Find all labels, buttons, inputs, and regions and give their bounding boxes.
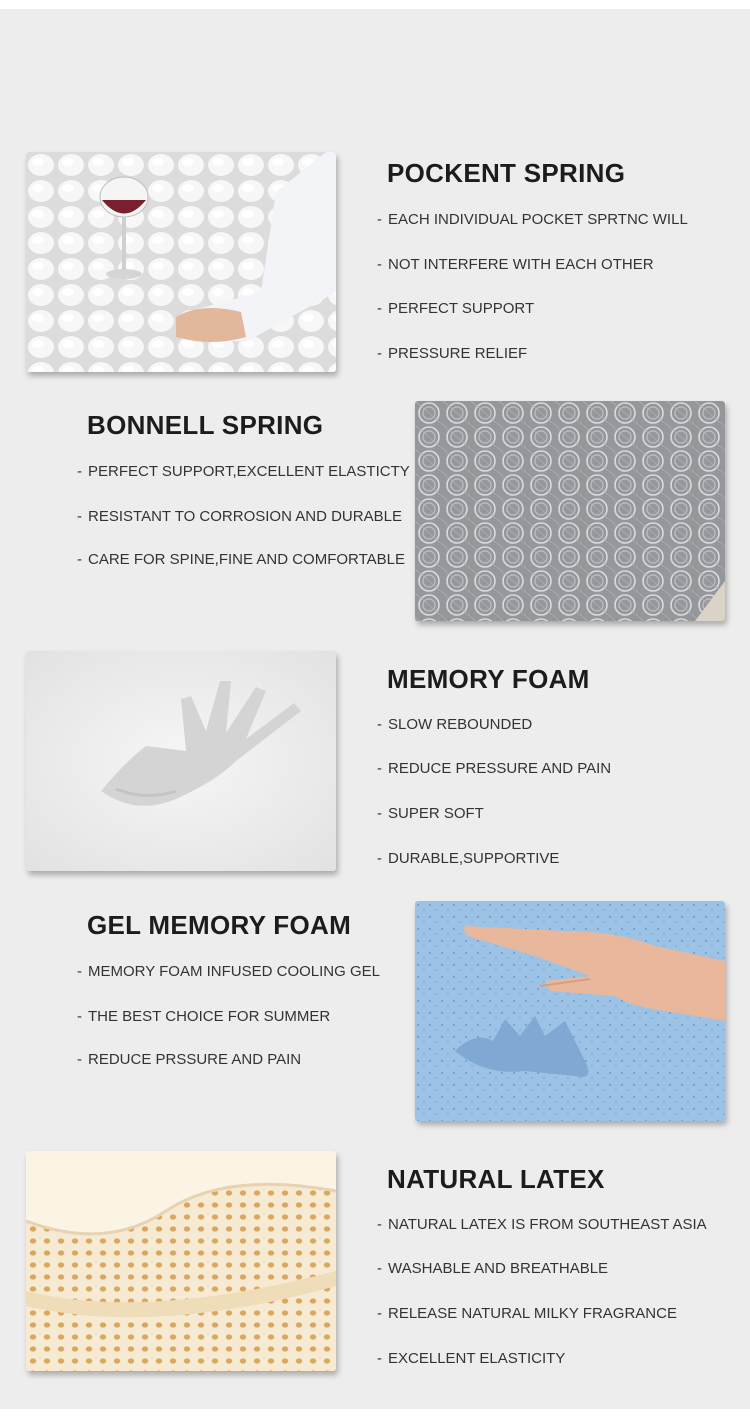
feature-text: SUPER SOFT	[388, 805, 484, 822]
feature-text: THE BEST CHOICE FOR SUMMER	[88, 1008, 331, 1025]
bullet-dash: -	[377, 300, 382, 317]
feature-text: PRESSURE RELIEF	[388, 345, 528, 362]
memory-foam-photo	[26, 651, 336, 871]
feature-item	[377, 211, 688, 228]
feature-text: REDUCE PRESSURE AND PAIN	[388, 760, 612, 777]
feature-item	[377, 1260, 608, 1277]
product-features-page	[0, 9, 750, 1409]
feature-text: PERFECT SUPPORT,EXCELLENT ELASTICTY	[88, 463, 410, 480]
bullet-dash: -	[77, 1008, 82, 1025]
section-title-natural-latex: NATURAL LATEX	[387, 1164, 605, 1194]
feature-text: CARE FOR SPINE,FINE AND COMFORTABLE	[88, 551, 405, 568]
bullet-dash: -	[377, 850, 382, 867]
bullet-dash: -	[377, 1260, 382, 1277]
feature-item	[377, 716, 532, 733]
feature-text: MEMORY FOAM INFUSED COOLING GEL	[88, 963, 380, 980]
feature-item	[377, 1216, 707, 1233]
feature-item	[377, 345, 527, 362]
bullet-dash: -	[377, 805, 382, 822]
feature-text: RESISTANT TO CORROSION AND DURABLE	[88, 508, 402, 525]
bullet-dash: -	[77, 463, 82, 480]
bullet-dash: -	[377, 211, 382, 228]
feature-text: NOT INTERFERE WITH EACH OTHER	[388, 256, 654, 273]
feature-item	[77, 463, 410, 480]
feature-item	[377, 805, 484, 822]
section-title-gel-memory-foam: GEL MEMORY FOAM	[87, 910, 352, 940]
feature-item	[77, 1008, 330, 1025]
bullet-dash: -	[377, 1350, 382, 1367]
pocket-spring-photo	[26, 152, 336, 372]
feature-text: SLOW REBOUNDED	[388, 716, 533, 733]
section-title-bonnell-spring: BONNELL SPRING	[87, 410, 324, 440]
bullet-dash: -	[377, 256, 382, 273]
bullet-dash: -	[77, 963, 82, 980]
feature-text: RELEASE NATURAL MILKY FRAGRANCE	[388, 1305, 677, 1322]
section-title-memory-foam: MEMORY FOAM	[387, 664, 590, 694]
section-title-pocket-spring: POCKENT SPRING	[387, 158, 626, 188]
bullet-dash: -	[377, 1305, 382, 1322]
natural-latex-photo	[26, 1151, 336, 1371]
gel-memory-foam-photo	[415, 901, 725, 1121]
feature-item	[77, 1051, 301, 1068]
feature-item	[377, 760, 611, 777]
feature-text: REDUCE PRSSURE AND PAIN	[88, 1051, 302, 1068]
feature-item	[377, 850, 559, 867]
feature-item	[77, 551, 405, 568]
bullet-dash: -	[77, 551, 82, 568]
feature-item	[377, 1305, 677, 1322]
bullet-dash: -	[377, 716, 382, 733]
feature-text: NATURAL LATEX IS FROM SOUTHEAST ASIA	[388, 1216, 707, 1233]
feature-item	[377, 300, 534, 317]
feature-text: EACH INDIVIDUAL POCKET SPRTNC WILL	[388, 211, 688, 228]
bonnell-spring-photo	[415, 401, 725, 621]
feature-text: EXCELLENT ELASTICITY	[388, 1350, 566, 1367]
feature-item	[77, 508, 402, 525]
feature-item	[77, 963, 380, 980]
feature-text: DURABLE,SUPPORTIVE	[388, 850, 560, 867]
feature-text: PERFECT SUPPORT	[388, 300, 535, 317]
bullet-dash: -	[377, 1216, 382, 1233]
bullet-dash: -	[377, 345, 382, 362]
bullet-dash: -	[77, 1051, 82, 1068]
bullet-dash: -	[77, 508, 82, 525]
bullet-dash: -	[377, 760, 382, 777]
feature-text: WASHABLE AND BREATHABLE	[388, 1260, 609, 1277]
feature-item	[377, 256, 654, 273]
feature-item	[377, 1350, 565, 1367]
